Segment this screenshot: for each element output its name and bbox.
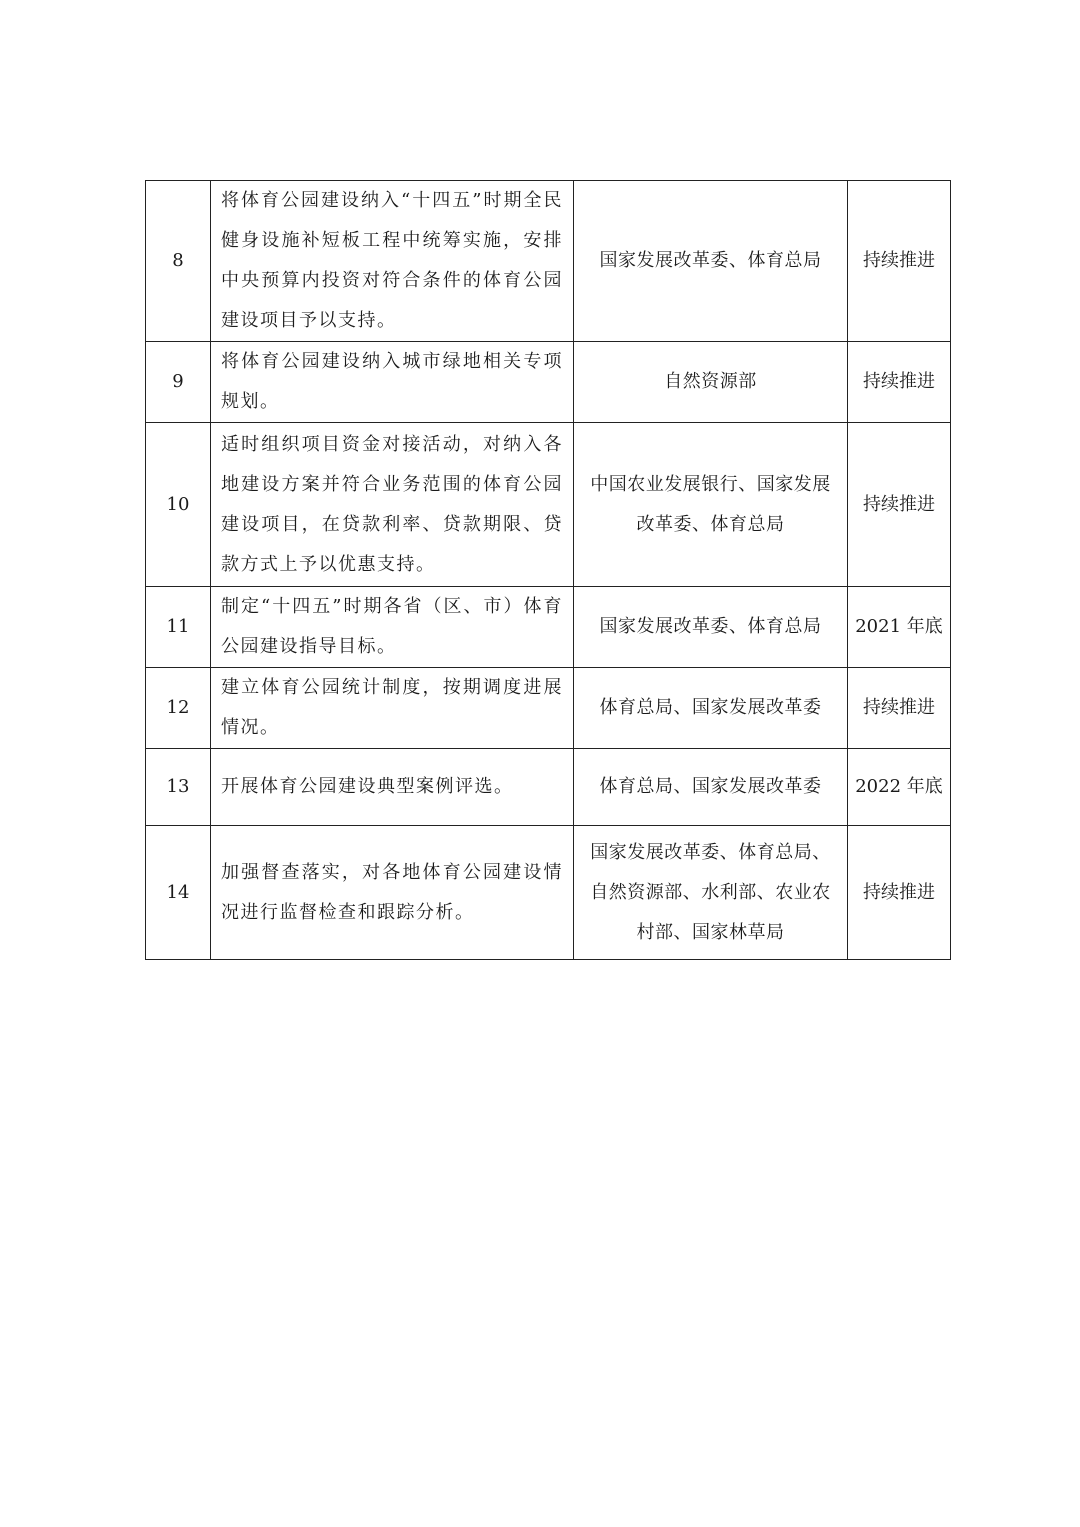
- task-description: 将体育公园建设纳入城市绿地相关专项规划。: [211, 342, 574, 423]
- row-number: 10: [146, 423, 211, 587]
- table-row: [146, 749, 951, 826]
- table-row: [146, 181, 951, 342]
- row-number: 9: [146, 342, 211, 423]
- table-row: [146, 826, 951, 960]
- row-number: 13: [146, 749, 211, 826]
- task-description: 建立体育公园统计制度，按期调度进展情况。: [211, 668, 574, 749]
- responsible-departments: 体育总局、国家发展改革委: [574, 668, 848, 749]
- responsible-departments: 国家发展改革委、体育总局、自然资源部、水利部、农业农村部、国家林草局: [574, 826, 848, 960]
- row-number: 12: [146, 668, 211, 749]
- row-number: 8: [146, 181, 211, 342]
- task-description: 开展体育公园建设典型案例评选。: [211, 749, 574, 826]
- row-number: 14: [146, 826, 211, 960]
- responsible-departments: 体育总局、国家发展改革委: [574, 749, 848, 826]
- task-description: 制定“十四五”时期各省（区、市）体育公园建设指导目标。: [211, 587, 574, 668]
- table-row: [146, 423, 951, 587]
- task-description: 将体育公园建设纳入“十四五”时期全民健身设施补短板工程中统筹实施，安排中央预算内投资对符合条件的体育公园建设项目予以支持。: [211, 181, 574, 342]
- time-limit: 2022 年底: [848, 749, 951, 826]
- responsible-departments: 国家发展改革委、体育总局: [574, 587, 848, 668]
- row-number: 11: [146, 587, 211, 668]
- time-limit: 2021 年底: [848, 587, 951, 668]
- time-limit: 持续推进: [848, 342, 951, 423]
- time-limit: 持续推进: [848, 181, 951, 342]
- table-row: [146, 587, 951, 668]
- task-table: [145, 180, 951, 960]
- responsible-departments: 自然资源部: [574, 342, 848, 423]
- table-row: [146, 668, 951, 749]
- table-row: [146, 342, 951, 423]
- responsible-departments: 中国农业发展银行、国家发展改革委、体育总局: [574, 423, 848, 587]
- task-description: 加强督查落实，对各地体育公园建设情况进行监督检查和跟踪分析。: [211, 826, 574, 960]
- time-limit: 持续推进: [848, 826, 951, 960]
- task-description: 适时组织项目资金对接活动，对纳入各地建设方案并符合业务范围的体育公园建设项目，在贷款利率、贷款期限、贷款方式上予以优惠支持。: [211, 423, 574, 587]
- time-limit: 持续推进: [848, 423, 951, 587]
- time-limit: 持续推进: [848, 668, 951, 749]
- responsible-departments: 国家发展改革委、体育总局: [574, 181, 848, 342]
